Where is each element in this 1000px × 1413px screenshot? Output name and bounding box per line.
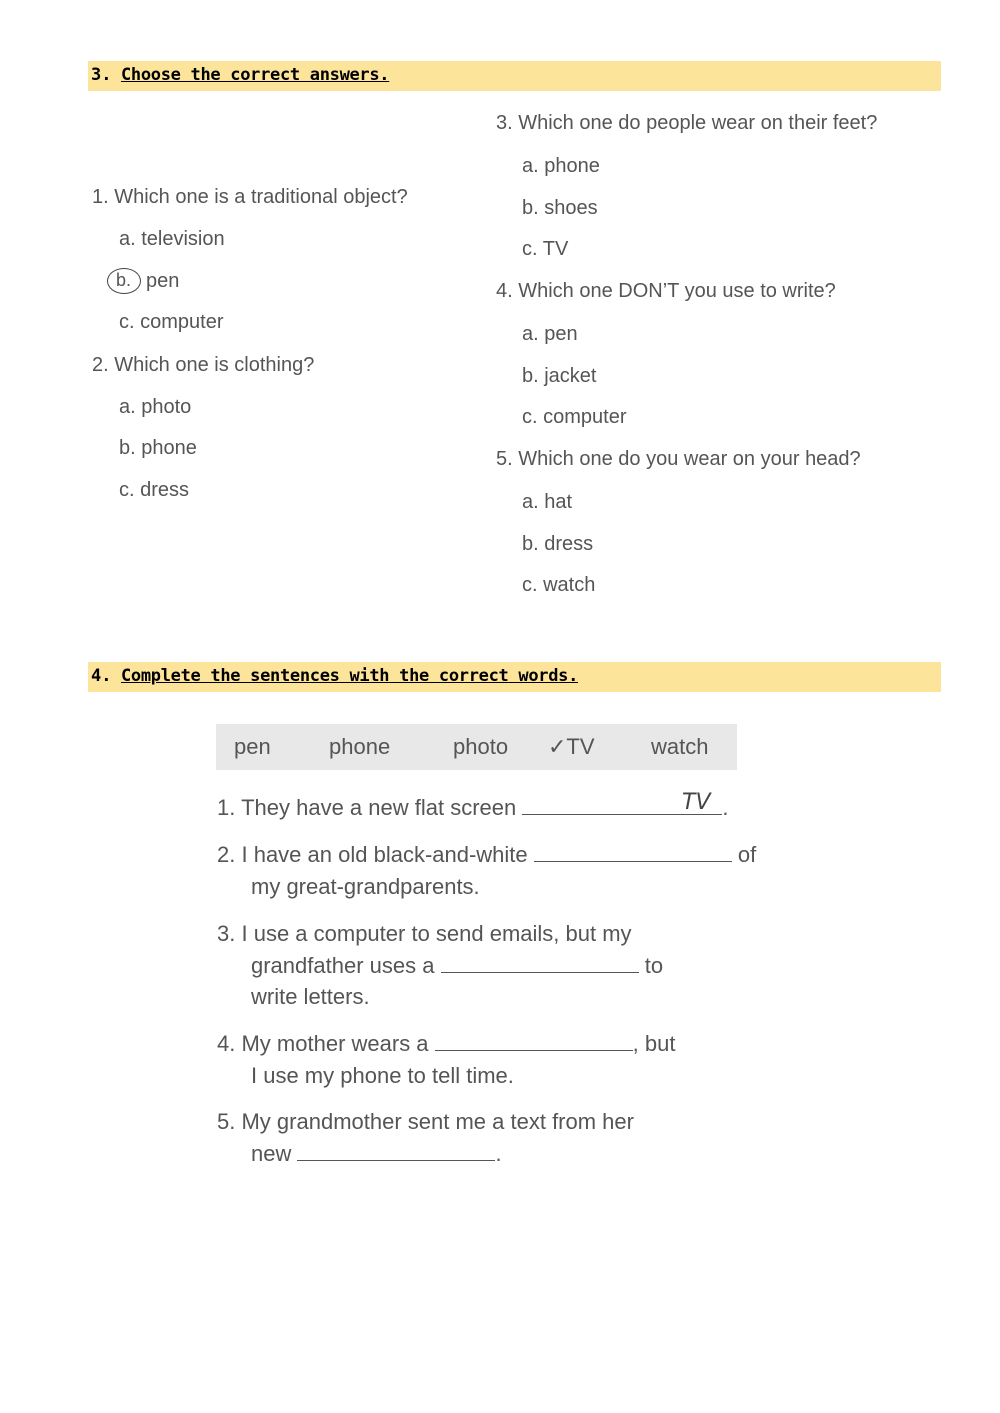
- section-3-number: 3.: [91, 65, 112, 85]
- sentence-5: [217, 1109, 634, 1135]
- sentence-number: 3.: [217, 921, 236, 946]
- sentence-3-line-3: write letters.: [251, 984, 370, 1009]
- q4-option-a[interactable]: a. pen: [522, 323, 578, 345]
- q5-option-c[interactable]: c. watch: [522, 574, 596, 596]
- sentence-end: .: [722, 795, 729, 820]
- question-5: 5. Which one do you wear on your head?: [496, 448, 861, 470]
- sentence-text: They have a new flat screen: [241, 795, 517, 820]
- sentence-4-line-2: I use my phone to tell time.: [251, 1063, 514, 1088]
- word-bank-item: phone: [329, 734, 391, 759]
- sentence-text: of: [737, 842, 757, 867]
- word-bank-item-checked: ✓TV: [548, 734, 595, 759]
- sentence-end: .: [495, 1141, 502, 1166]
- q1-option-a[interactable]: a. television: [119, 228, 225, 250]
- sentence-number: 4.: [217, 1031, 236, 1056]
- sentence-1: [217, 795, 728, 821]
- word-bank-item: watch: [651, 734, 709, 759]
- q2-option-c[interactable]: c. dress: [119, 479, 190, 501]
- sentence-number: 1.: [217, 795, 236, 820]
- sentence-2: [217, 842, 756, 868]
- sentence-3: [217, 921, 632, 947]
- sentence-text: , but: [632, 1031, 676, 1056]
- sentence-text: to: [644, 953, 664, 978]
- word-bank: [216, 724, 737, 770]
- sentence-text: I have an old black-and-white: [241, 842, 528, 867]
- q2-option-a[interactable]: a. photo: [119, 396, 192, 418]
- q3-option-c[interactable]: c. TV: [522, 238, 569, 260]
- q2-option-b[interactable]: b. phone: [119, 437, 197, 459]
- answer-blank[interactable]: [534, 843, 732, 862]
- question-3: 3. Which one do people wear on their feet?: [496, 112, 878, 134]
- handwritten-answer: TV: [682, 790, 711, 815]
- q4-option-b[interactable]: b. jacket: [522, 365, 597, 387]
- q5-option-b[interactable]: b. dress: [522, 533, 594, 555]
- section-4-header: [88, 662, 941, 692]
- section-3-title: Choose the correct answers.: [121, 65, 390, 85]
- q3-option-b[interactable]: b. shoes: [522, 197, 598, 219]
- sentence-4: [217, 1031, 675, 1057]
- sentence-2-line-2: my great-grandparents.: [251, 874, 480, 899]
- section-4-title: Complete the sentences with the correct words.: [121, 666, 579, 686]
- section-4-number: 4.: [91, 666, 112, 686]
- sentence-5-line-2: [251, 1141, 502, 1167]
- q1-option-c[interactable]: c. computer: [119, 311, 224, 333]
- answer-blank[interactable]: [297, 1142, 495, 1161]
- sentence-text: My grandmother sent me a text from her: [241, 1109, 634, 1134]
- answer-blank[interactable]: [435, 1032, 633, 1051]
- q3-option-a[interactable]: a. phone: [522, 155, 600, 177]
- sentence-number: 5.: [217, 1109, 236, 1134]
- section-3-header: [88, 61, 941, 91]
- q4-option-c[interactable]: c. computer: [522, 406, 627, 428]
- answer-blank[interactable]: [441, 954, 639, 973]
- question-2: 2. Which one is clothing?: [92, 354, 315, 376]
- q5-option-a[interactable]: a. hat: [522, 491, 573, 513]
- sentence-text: I use a computer to send emails, but my: [241, 921, 632, 946]
- question-4: 4. Which one DON’T you use to write?: [496, 280, 836, 302]
- q1-option-b[interactable]: pen: [146, 270, 180, 292]
- word-bank-item: photo: [453, 734, 509, 759]
- q1-option-b-letter[interactable]: b.: [116, 270, 132, 290]
- sentence-number: 2.: [217, 842, 236, 867]
- sentence-3-line-2: [251, 953, 663, 979]
- question-1: 1. Which one is a traditional object?: [92, 186, 408, 208]
- sentence-text: grandfather uses a: [251, 953, 435, 978]
- word-bank-item: pen: [234, 734, 271, 759]
- sentence-text: new: [251, 1141, 292, 1166]
- sentence-text: My mother wears a: [241, 1031, 429, 1056]
